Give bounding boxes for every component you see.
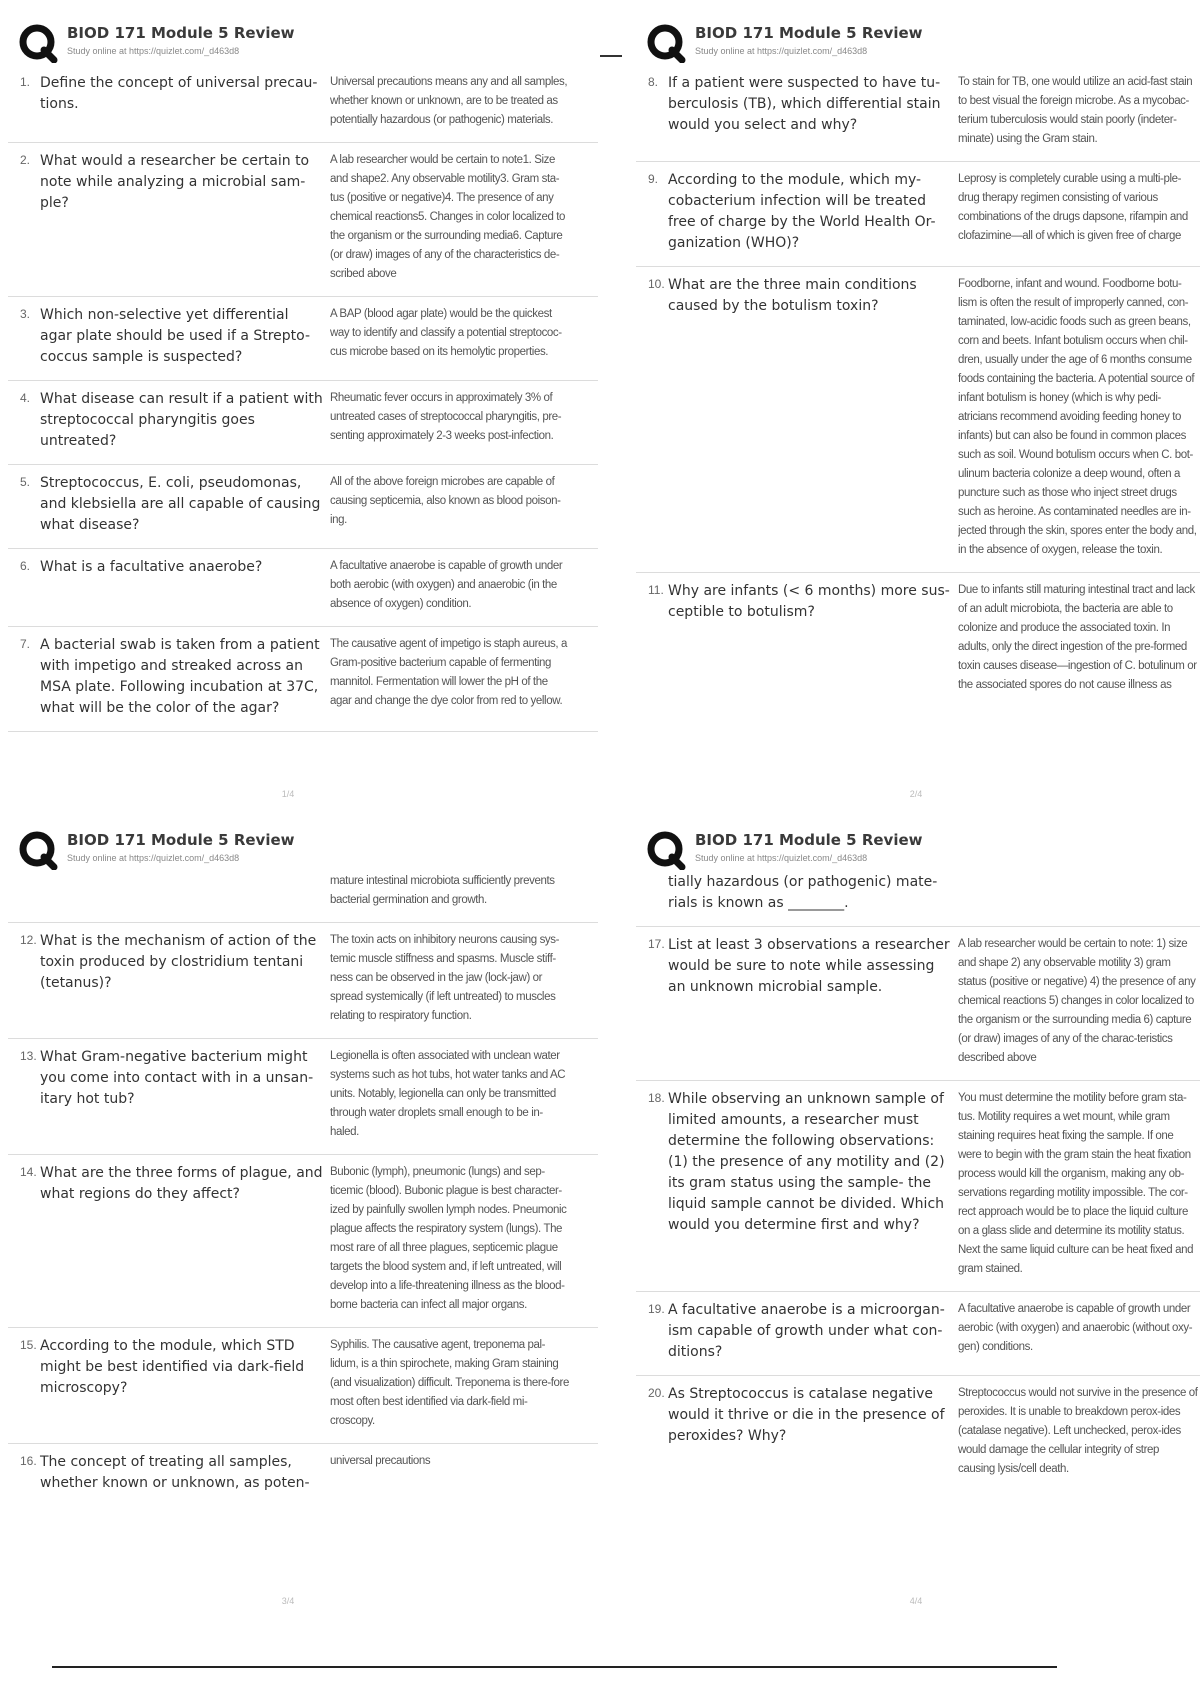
answer-text: All of the above foreign microbes are capable of causing septicemia, also known as blood poison-ing. — [330, 476, 561, 526]
question-text: What is the mechanism of action of the toxin produced by clostridium tentani (tetanus)? — [40, 933, 317, 991]
qa-row — [636, 65, 1200, 162]
page-title: BIOD 171 Module 5 Review — [67, 24, 295, 42]
page-header — [8, 15, 598, 65]
question-text: What Gram-negative bacterium might you come into contact with in a unsan-itary hot tub? — [40, 1049, 314, 1107]
quizlet-logo-icon — [18, 23, 58, 63]
question-text: According to the module, which STD might be best identified via dark-field microscopy? — [40, 1338, 305, 1396]
answer-text: The toxin acts on inhibitory neurons causing sys-temic muscle stiffness and spasms. Muscle stiff-ness can be observed in the jaw (lock-jaw) or spread systemically (if left untreated) to muscles relating to respiratory function. — [330, 934, 560, 1022]
page-header — [636, 822, 1200, 872]
qa-row — [8, 627, 598, 732]
answer-text: A lab researcher would be certain to note: 1) size and shape 2) any observable motility 3) gram status (positive or negative) 4) the presence of any chemical reactions 5) changes in color localized to the organism or the surrounding media 6) capture (or draw) images of any of the charac-teristics described above — [958, 938, 1196, 1064]
question-number: 18. — [648, 1091, 665, 1105]
question-text: tially hazardous (or pathogenic) mate-rials is known as ________. — [668, 874, 938, 911]
question-text: What disease can result if a patient with streptococcal pharyngitis goes untreated? — [40, 391, 323, 449]
answer-text: Universal precautions means any and all samples, whether known or unknown, are to be treated as potentially hazardous (or pathogenic) materials. — [330, 76, 568, 126]
answer-text: Streptococcus would not survive in the presence of peroxides. It is unable to breakdown perox-ides (catalase negative). Left unchecked, perox-ides would damage the cellular integrity of strep causing lysis/cell death. — [958, 1387, 1198, 1475]
question-text: Streptococcus, E. coli, pseudomonas, and klebsiella are all capable of causing what disease? — [40, 475, 321, 533]
page-folio: 3/4 — [281, 1596, 295, 1606]
review-page-2 — [636, 15, 1200, 805]
quizlet-logo-icon — [646, 23, 686, 63]
page-folio: 4/4 — [909, 1596, 923, 1606]
qa-row — [8, 923, 598, 1039]
question-text: List at least 3 observations a researcher would be sure to note while assessing an unknown microbial sample. — [668, 937, 950, 995]
question-text: A facultative anaerobe is a microorgan-ism capable of growth under what con-ditions? — [668, 1302, 945, 1360]
question-text: A bacterial swab is taken from a patient with impetigo and streaked across an MSA plate. Following incubation at 37C, what will be the color of the agar? — [40, 637, 320, 716]
study-online-link[interactable]: Study online at https://quizlet.com/_d463d8 — [695, 853, 868, 863]
review-page-1 — [8, 15, 598, 805]
question-number: 2. — [20, 153, 31, 167]
question-number: 5. — [20, 475, 31, 489]
question-text: The concept of treating all samples, whether known or unknown, as poten- — [40, 1454, 310, 1491]
question-number: 11. — [648, 583, 664, 597]
page-header — [8, 822, 598, 872]
page-folio: 1/4 — [281, 789, 295, 799]
page-title: BIOD 171 Module 5 Review — [695, 24, 923, 42]
answer-text: You must determine the motility before gram sta-tus. Motility requires a wet mount, while gram staining requires heat fixing the sample. If one were to begin with the gram stain the heat fixation process would kill the organism, making any ob-servations regarding motility impossible. The cor-rect approach would be to place the liquid culture on a glass slide and determine its motility status. Next the same liquid culture can be heat fixed and gram stained. — [958, 1092, 1194, 1275]
question-number: 14. — [20, 1165, 37, 1179]
qa-row — [8, 1444, 598, 1506]
answer-text: Legionella is often associated with unclean water systems such as hot tubs, hot water tanks and AC units. Notably, legionella can only be transmitted through water droplets small enough to be in-haled. — [330, 1050, 566, 1138]
question-number: 1. — [20, 75, 31, 89]
question-number: 10. — [648, 277, 665, 291]
question-number: 8. — [648, 75, 659, 89]
qa-row — [8, 1155, 598, 1328]
bottom-rule — [52, 1666, 1057, 1668]
question-text: What would a researcher be certain to note while analyzing a microbial sam-ple? — [40, 153, 310, 211]
answer-text: A facultative anaerobe is capable of growth under aerobic (with oxygen) and anaerobic (without oxy-gen) conditions. — [958, 1303, 1193, 1353]
question-number: 16. — [20, 1454, 37, 1468]
answer-text: A lab researcher would be certain to note1. Size and shape2. Any observable motility3. Gram sta-tus (positive or negative)4. The presence of any chemical reactions5. Changes in color localized to the organism or the surrounding media6. Capture (or draw) images of any of the characteristics de-scribed above — [330, 154, 566, 280]
qa-row — [636, 1292, 1200, 1376]
question-text: While observing an unknown sample of limited amounts, a researcher must determine the following observations: (1) the presence of any motility and (2) its gram status using the sample- the liquid sample cannot be divided. Which would you determine first and why? — [668, 1091, 945, 1233]
question-text: According to the module, which my-cobacterium infection will be treated free of charge by the World Health Or-ganization (WHO)? — [668, 172, 936, 251]
question-text: What are the three forms of plague, and what regions do they affect? — [40, 1165, 323, 1202]
question-number: 7. — [20, 637, 31, 651]
qa-row — [636, 1376, 1200, 1491]
answer-text: To stain for TB, one would utilize an acid-fast stain to best visual the foreign microbe. As a mycobac-terium tuberculosis would stain poorly (indeter-minate) using the Gram stain. — [958, 76, 1193, 145]
question-number: 17. — [648, 937, 665, 951]
quizlet-logo-icon — [18, 830, 58, 870]
answer-text: Foodborne, infant and wound. Foodborne botu-lism is often the result of improperly canned, con-taminated, low-acidic foods such as green beans, corn and beets. Infant botulism occurs when chil-dren, usually under the age of 6 months consume foods containing the bacteria. A potential source of infant botulism is honey (which is why pedi-atricians recommend avoiding feeding honey to infants) but can also be found in common places such as soil. Wound botulism occurs when C. bot-ulinum bacteria colonize a deep wound, often a puncture such as those who inject street drugs such as heroine. As contaminated needles are in-jected through the skin, spores enter the body and, in the absence of oxygen, release the toxin. — [958, 278, 1197, 556]
qa-row-continued — [8, 872, 598, 923]
study-online-link[interactable]: Study online at https://quizlet.com/_d463d8 — [67, 853, 240, 863]
question-number: 6. — [20, 559, 31, 573]
qa-row — [8, 1328, 598, 1444]
question-text: Define the concept of universal precau-tions. — [40, 75, 318, 112]
question-text: What is a facultative anaerobe? — [40, 559, 263, 575]
qa-row — [8, 549, 598, 627]
question-text: If a patient were suspected to have tu-berculosis (TB), which differential stain would you select and why? — [668, 75, 941, 133]
review-page-4 — [636, 822, 1200, 1612]
answer-text: universal precautions — [330, 1455, 431, 1467]
qa-row — [636, 1081, 1200, 1292]
question-number: 9. — [648, 172, 659, 186]
study-online-link[interactable]: Study online at https://quizlet.com/_d463d8 — [695, 46, 868, 56]
study-online-link[interactable]: Study online at https://quizlet.com/_d463d8 — [67, 46, 240, 56]
review-page-3 — [8, 822, 598, 1612]
qa-row — [636, 927, 1200, 1081]
page-header — [636, 15, 1200, 65]
question-number: 13. — [20, 1049, 37, 1063]
answer-text: mature intestinal microbiota sufficiently prevents bacterial germination and growth. — [330, 875, 555, 906]
question-number: 3. — [20, 307, 31, 321]
page-title: BIOD 171 Module 5 Review — [67, 831, 295, 849]
answer-text: The causative agent of impetigo is staph aureus, a Gram-positive bacterium capable of fermenting mannitol. Fermentation will lower the pH of the agar and change the dye color from red to yellow. — [330, 638, 567, 707]
qa-row — [8, 65, 598, 143]
qa-row — [636, 267, 1200, 573]
answer-text: Syphilis. The causative agent, treponema pal-lidum, is a thin spirochete, making Gram staining (and visualization) difficult. Treponema is there-fore most often best identified via dark-field mi-croscopy. — [330, 1339, 569, 1427]
question-number: 20. — [648, 1386, 665, 1400]
question-number: 4. — [20, 391, 31, 405]
qa-row — [8, 297, 598, 381]
question-text: What are the three main conditions caused by the botulism toxin? — [668, 277, 917, 314]
qa-row — [8, 143, 598, 297]
qa-row — [8, 381, 598, 465]
qa-row-continued — [636, 872, 1200, 927]
page-title: BIOD 171 Module 5 Review — [695, 831, 923, 849]
question-number: 15. — [20, 1338, 37, 1352]
answer-text: A facultative anaerobe is capable of growth under both aerobic (with oxygen) and anaerobic (in the absence of oxygen) condition. — [330, 560, 563, 610]
qa-row — [636, 162, 1200, 267]
page-folio: 2/4 — [909, 789, 923, 799]
separator-dash — [600, 55, 622, 57]
question-text: Why are infants (< 6 months) more sus-ceptible to botulism? — [668, 583, 950, 620]
answer-text: Bubonic (lymph), pneumonic (lungs) and sep-ticemic (blood). Bubonic plague is best character-ized by painfully swollen lymph nodes. Pneumonic plague affects the respiratory system (lungs). The most rare of all three plagues, septicemic plague targets the blood system and, if left untreated, will develop into a life-threatening illness as the blood-borne bacteria can infect all major organs. — [330, 1166, 567, 1311]
answer-text: Due to infants still maturing intestinal tract and lack of an adult microbiota, the bacteria are able to colonize and produce the associated toxin. In adults, only the direct ingestion of the pre-formed toxin causes disease—ingestion of C. botulinum or the associated spores do not cause illness as — [958, 584, 1197, 691]
question-number: 19. — [648, 1302, 665, 1316]
quizlet-logo-icon — [646, 830, 686, 870]
question-text: Which non-selective yet differential agar plate should be used if a Strepto-coccus sample is suspected? — [40, 307, 311, 365]
question-number: 12. — [20, 933, 37, 947]
question-text: As Streptococcus is catalase negative would it thrive or die in the presence of peroxides? Why? — [668, 1386, 945, 1444]
answer-text: Rheumatic fever occurs in approximately 3% of untreated cases of streptococcal pharyngitis, pre-senting approximately 2-3 weeks post-infection. — [330, 392, 562, 442]
qa-row — [636, 573, 1200, 707]
answer-text: A BAP (blood agar plate) would be the quickest way to identify and classify a potential streptococ-cus microbe based on its hemolytic properties. — [330, 308, 562, 358]
qa-row — [8, 1039, 598, 1155]
answer-text: Leprosy is completely curable using a multi-ple-drug therapy regimen consisting of various combinations of the drugs dapsone, rifampin and clofazimine—all of which is given free of charge — [958, 173, 1188, 242]
qa-row — [8, 465, 598, 549]
